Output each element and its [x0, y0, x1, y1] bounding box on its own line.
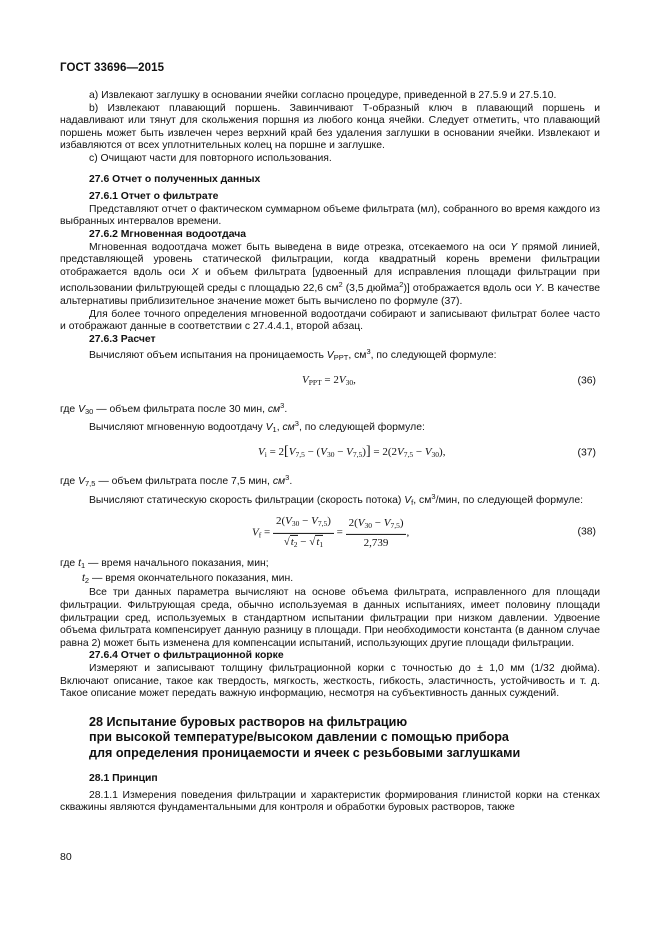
heading-27-6-4: 27.6.4 Отчет о фильтрационной корке [89, 650, 284, 662]
formula-37-number: (37) [577, 447, 596, 459]
formula-38-fraction-1: $\frac{2(V_{30} - V_{7,5})}{√t_2 - √t_1}$ [273, 515, 334, 551]
spurt-loss-intro: Вычисляют мгновенную водоотдачу $V_1$, $см^3$, по следующей формуле: [89, 419, 425, 435]
heading-27-6-2: 27.6.2 Мгновенная водоотдача [89, 228, 247, 240]
formula-37-expression: $V_i = 2[V_{7,5} - (V_{30} - V_{7,5})] = 2(2V_{7,5} - V_{30})$, [258, 444, 446, 460]
heading-28-1: 28.1 Принцип [89, 773, 158, 785]
heading-27-6: 27.6 Отчет о полученных данных [89, 173, 261, 185]
standard-header: ГОСТ 33696—2015 [60, 62, 165, 74]
page-number: 80 [60, 851, 72, 863]
heading-28-line-3: для определения проницаемости и ячеек с резьбовыми заглушками [89, 745, 521, 760]
formula-36-number: (36) [577, 375, 596, 387]
ppt-volume-intro: Вычисляют объем испытания на проницаемость $V_{PPT}$, $см^3$, по следующей формуле: [89, 347, 497, 363]
filter-cake-report-text: Измеряют и записывают толщину фильтрационной корки с точностью до ± 1,0 мм (1/32 дюйма). Включают описание, такое как твердость, мягкость, жесткость, гибкость, эластичность, устойчивость и т. д. Такое описание может передать важную информацию, несмотря на субъективность данных суждений. [60, 663, 600, 700]
principle-text: 28.1.1 Измерения поведения фильтрации и характеристик формирования глинистой корки на стенках скважины являются фундаментальными для контроля и обработки буровых растворов, также [60, 789, 600, 814]
all-three-parameters-text: Все три данных параметра вычисляют на основе объема фильтрата, исправленного для площади фильтрации. Фильтрующая среда, обычно используемая в данных испытаниях, имеет половину площади фильтрации сред, используемых в стандартном испытании фильтрации при низком давлении. Удвоение объема фильтрата компенсирует данную разницу в площади. При необходимости константа (в данном случае равна 2) может быть изменена для компенсации испытаний, использующих другие площади фильтрации. [60, 587, 600, 649]
formula-38 [60, 511, 600, 555]
paragraph-c: с) Очищают части для повторного использования. [89, 152, 332, 164]
paragraph-b: b) Извлекают плавающий поршень. Завинчивают Т-образный ключ в плавающий поршень и надавливают или тянут для скольжения поршня из любого конца ячейки. Следует отметить, что плавающий поршень может быть извлечен через верхний край без удаления заглушки в основании ячейки. Извлекают и избавляются от всех уплотнительных колец на поршне и заглушке. [60, 102, 600, 152]
spurt-loss-accuracy-text: Для более точного определения мгновенной водоотдачи собирают и записывают фильтрат более часто и отображают данные в соответствии с 27.4.4.1, второй абзац. [60, 308, 600, 333]
paragraph-a: а) Извлекают заглушку в основании ячейки согласно процедуре, приведенной в 27.5.9 и 27.5.10. [89, 90, 557, 101]
formula-36 [60, 367, 600, 397]
heading-27-6-1: 27.6.1 Отчет о фильтрате [89, 191, 219, 203]
heading-28 [89, 715, 600, 762]
formula-36-expression: $V_{PPT} = 2V_{30}$, [302, 374, 356, 388]
spurt-loss-text: Мгновенная водоотдача может быть выведена в виде отрезка, отсекаемого на оси Y прямой линией, представляющей уровень статической фильтрации, когда квадратный корень времени фильтрации отображается вдоль оси X и объем фильтрата [удвоенный для исправления площади фильтрации при использовании фильтрующей среды с площадью 22,6 $см^2$ (3,5 дюйма$^2$)] отображается вдоль оси Y. В качестве альтернативы приблизительное значение может быть вычислено по формуле (37). [60, 241, 600, 307]
v75-definition: где $V_{7,5}$ — объем фильтрата после 7,5 мин, $см^3$. [60, 473, 293, 489]
formula-37 [60, 439, 600, 469]
static-rate-intro: Вычисляют статическую скорость фильтрации (скорость потока) $V_f$, $см^3$/мин, по следующей формуле: [89, 491, 584, 507]
formula-38-number: (38) [577, 526, 596, 538]
formula-38-expression: $V_f$ = $\frac{2(V_{30} - V_{7,5})}{√t_2 - √t_1}$ = $\frac{2(V_{30} - V_{7,5})}{2,739}$ , [252, 515, 409, 551]
v30-definition: где $V_{30}$ — объем фильтрата после 30 мин, $см^3$. [60, 400, 288, 416]
filtrate-report-text: Представляют отчет о фактическом суммарном объеме фильтрата (мл), собранного во время каждого из выбранных интервалов времени. [60, 203, 601, 228]
heading-27-6-3: 27.6.3 Расчет [89, 333, 156, 345]
t1-definition: где $t_1$ — время начального показания, мин; [60, 558, 269, 571]
t2-definition: $t_2$ — время окончательного показания, мин. [82, 572, 294, 585]
formula-38-fraction-2: $\frac{2(V_{30} - V_{7,5})}{2,739}$ [346, 517, 407, 550]
page-content [60, 90, 600, 815]
heading-28-line-2: при высокой температуре/высоком давлении с помощью прибора [89, 730, 509, 745]
heading-28-line-1: 28 Испытание буровых растворов на фильтрацию [89, 714, 408, 729]
